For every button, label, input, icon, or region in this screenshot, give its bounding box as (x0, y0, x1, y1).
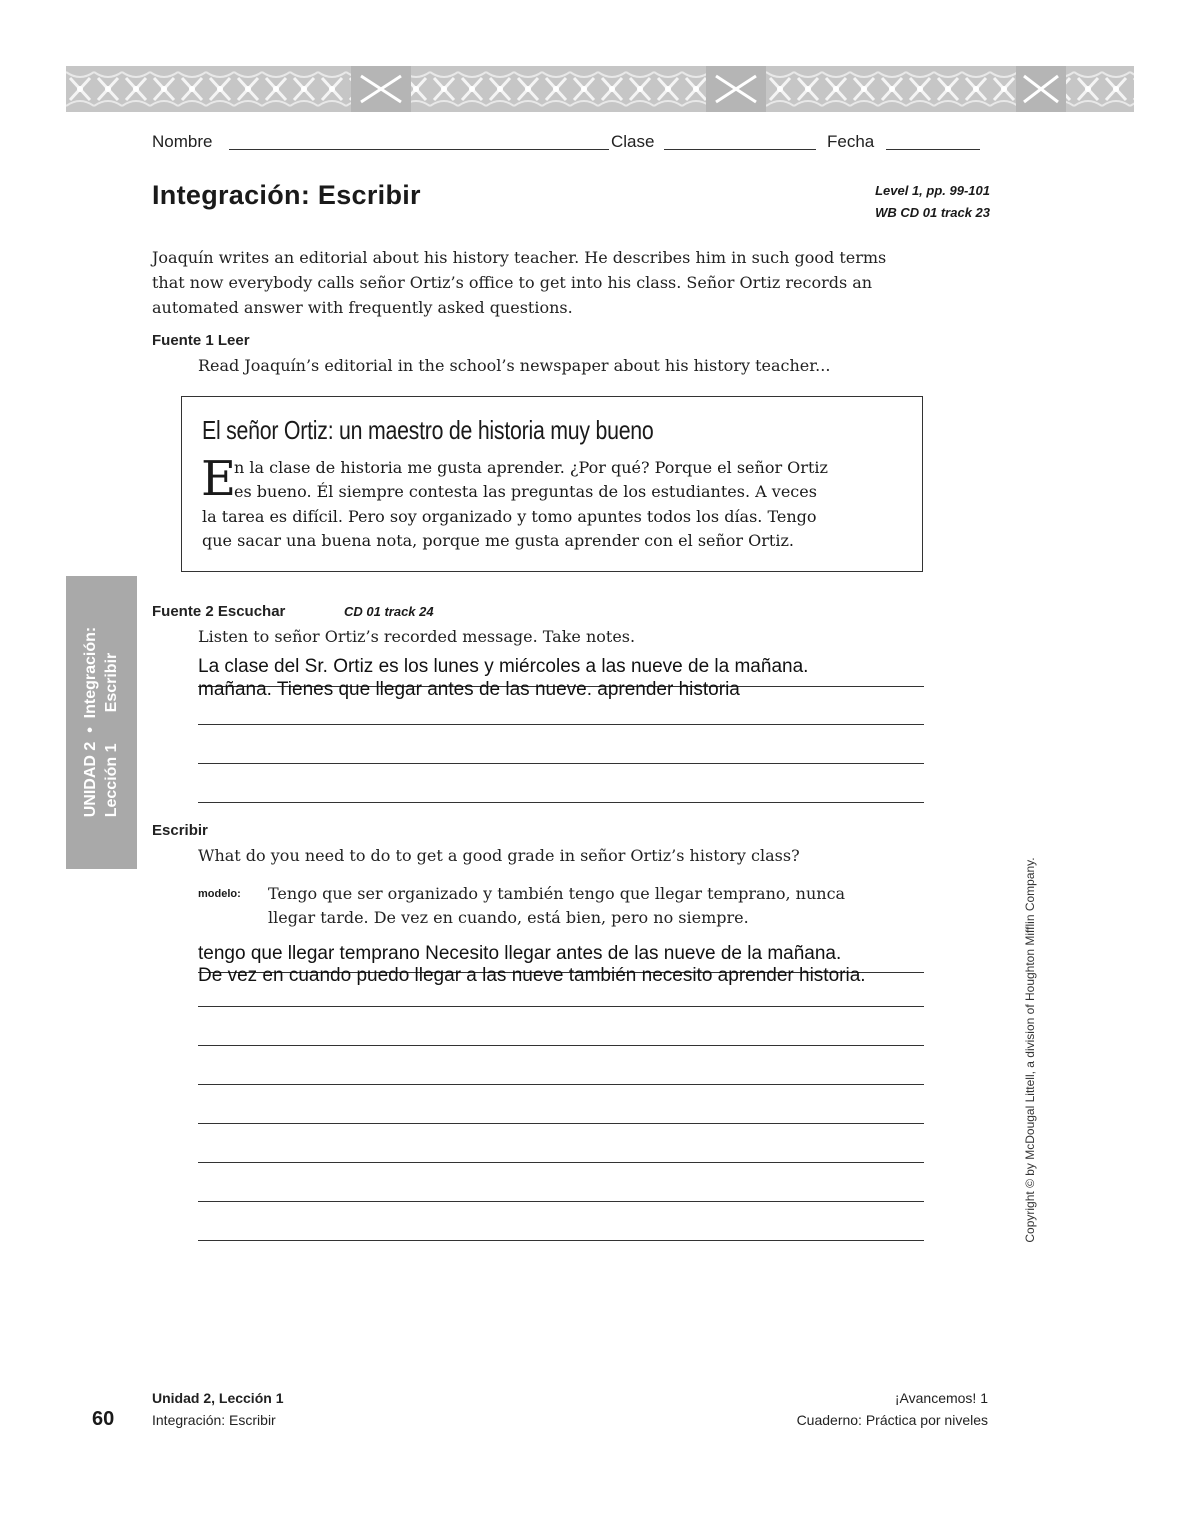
fuente1-instruction: Read Joaquín’s editorial in the school’s newspaper about his history teacher... (198, 356, 831, 375)
fuente2-heading: Fuente 2 Escuchar (152, 603, 286, 620)
fuente2-instruction: Listen to señor Ortiz’s recorded message. Take notes. (198, 627, 636, 646)
fuente2-track: CD 01 track 24 (344, 604, 434, 619)
level-info-line2: WB CD 01 track 23 (875, 205, 990, 220)
fuente1-heading: Fuente 1 Leer (152, 332, 250, 349)
nombre-field[interactable] (229, 149, 609, 150)
answer-rule (198, 1240, 924, 1241)
answer-rule (198, 724, 924, 725)
modelo-line: Tengo que ser organizado y también tengo que llegar temprano, nunca (268, 884, 846, 903)
escribir-question: What do you need to do to get a good grade in señor Ortiz’s history class? (198, 846, 800, 865)
footer-workbook: Cuaderno: Práctica por niveles (796, 1412, 988, 1428)
intro-line: that now everybody calls señor Ortiz’s office to get into his class. Señor Ortiz records an (152, 273, 873, 292)
intro-paragraph (152, 245, 886, 320)
editorial-line: es bueno. Él siempre contesta las preguntas de los estudiantes. A veces (234, 482, 817, 501)
answer-rule (198, 1162, 924, 1163)
answer-rule (198, 1123, 924, 1124)
answer-rule (198, 1045, 924, 1046)
level-info-line1: Level 1, pp. 99-101 (875, 183, 990, 198)
editorial-line: n la clase de historia me gusta aprender. ¿Por qué? Porque el señor Ortiz (234, 458, 828, 477)
side-tab (66, 576, 137, 869)
page-title: Integración: Escribir (152, 180, 421, 210)
answer-line[interactable]: De vez en cuando puedo llegar a las nueve también necesito aprender historia. (198, 965, 866, 986)
clase-label: Clase (611, 132, 655, 151)
side-tab-text (80, 627, 122, 818)
escribir-heading: Escribir (152, 822, 208, 839)
nombre-label: Nombre (152, 132, 213, 151)
editorial-line: la tarea es difícil. Pero soy organizado y tomo apuntes todos los días. Tengo (202, 507, 817, 526)
footer-book: ¡Avancemos! 1 (894, 1390, 988, 1406)
fecha-label: Fecha (827, 132, 875, 151)
clase-field[interactable] (664, 149, 816, 150)
modelo-text (268, 882, 845, 930)
notes-line[interactable]: La clase del Sr. Ortiz es los lunes y miércoles a las nueve de la mañana. (198, 656, 809, 677)
answer-rule (198, 763, 924, 764)
page-number: 60 (92, 1408, 115, 1430)
footer-section: Integración: Escribir (152, 1412, 276, 1428)
editorial-title: El señor Ortiz: un maestro de historia muy bueno (202, 415, 654, 445)
banner-pattern-icon (66, 66, 1134, 112)
modelo-line: llegar tarde. De vez en cuando, está bien, pero no siempre. (268, 908, 749, 927)
intro-line: Joaquín writes an editorial about his history teacher. He describes him in such good terms (152, 248, 887, 267)
answer-rule (198, 1006, 924, 1007)
answer-rule (198, 802, 924, 803)
notes-line[interactable]: mañana. Tienes que llegar antes de las nueve. aprender historia (198, 679, 740, 700)
editorial-box (181, 396, 923, 572)
answer-rule (198, 1201, 924, 1202)
copyright-notice: Copyright © by McDougal Littell, a division of Houghton Mifflin Company. (1023, 857, 1037, 1243)
answer-line[interactable]: tengo que llegar temprano Necesito llegar antes de las nueve de la mañana. (198, 943, 842, 964)
answer-rule (198, 1084, 924, 1085)
fecha-field[interactable] (886, 149, 980, 150)
side-tab-line2: Lección 1 Escribir (103, 652, 120, 818)
footer-unit: Unidad 2, Lección 1 (152, 1390, 284, 1406)
intro-line: automated answer with frequently asked questions. (152, 298, 573, 317)
modelo-label: modelo: (198, 888, 241, 900)
editorial-line: que sacar una buena nota, porque me gusta aprender con el señor Ortiz. (202, 531, 794, 550)
side-tab-line1: UNIDAD 2 • Integración: (82, 626, 99, 818)
editorial-dropcap: E (201, 451, 237, 507)
decorative-banner (66, 66, 1134, 112)
